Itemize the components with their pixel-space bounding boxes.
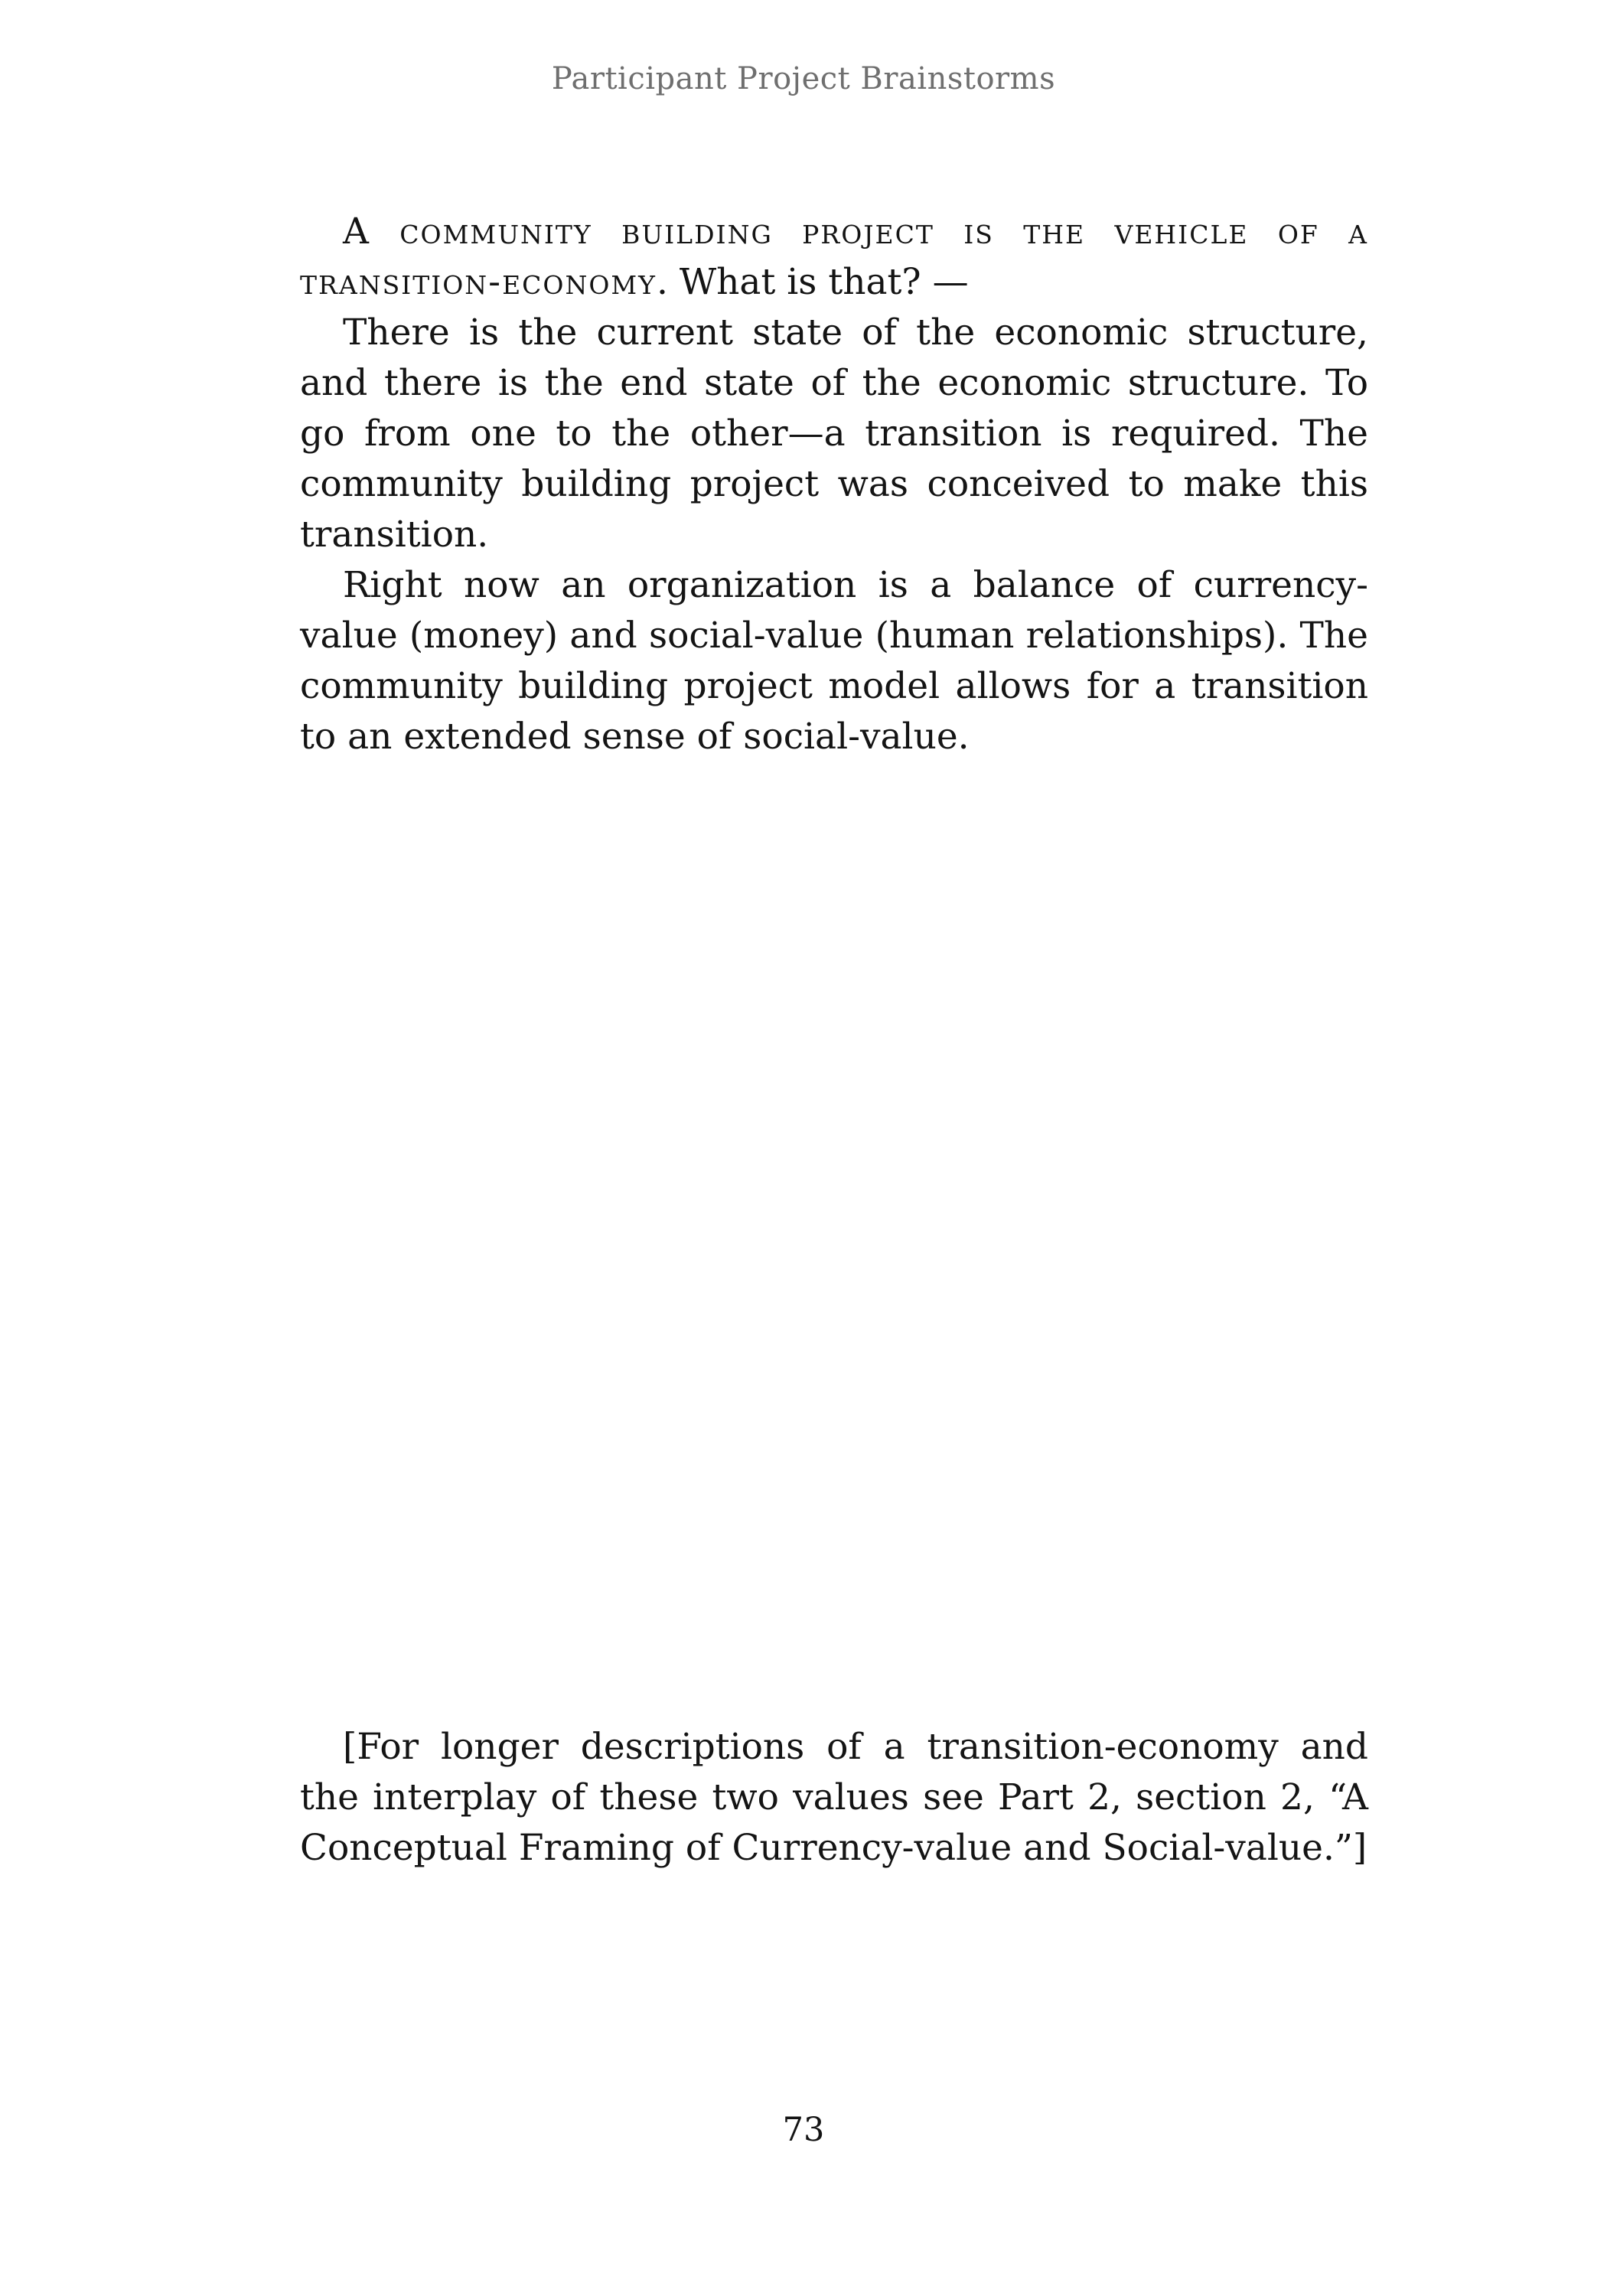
running-header: Participant Project Brainstorms xyxy=(551,61,1056,96)
body-text xyxy=(300,207,1368,762)
paragraph-1-rest: . What is that? — xyxy=(656,261,969,303)
page-number: 73 xyxy=(782,2111,825,2149)
bracketed-note xyxy=(300,1722,1368,1874)
paragraph-1 xyxy=(300,207,1368,308)
note-paragraph: [For longer descriptions of a transition-economy and the interplay of these two values see Part 2, section 2, “A Conceptual Framing of Currency-value and Social-value.”] xyxy=(300,1726,1368,1869)
paragraph-2: There is the current state of the economic structure, and there is the end state of the economic structure. To go from one to the other—a transition is required. The community building project was conceived to make this transition. xyxy=(300,311,1368,556)
paragraph-3: Right now an organization is a balance of currency-value (money) and social-value (human relationships). The community building project model allows for a transition to an extended sense of social-value. xyxy=(300,564,1368,758)
paragraph-lead-smallcaps: A community building project is the vehicle of a transition-economy xyxy=(300,210,1368,303)
